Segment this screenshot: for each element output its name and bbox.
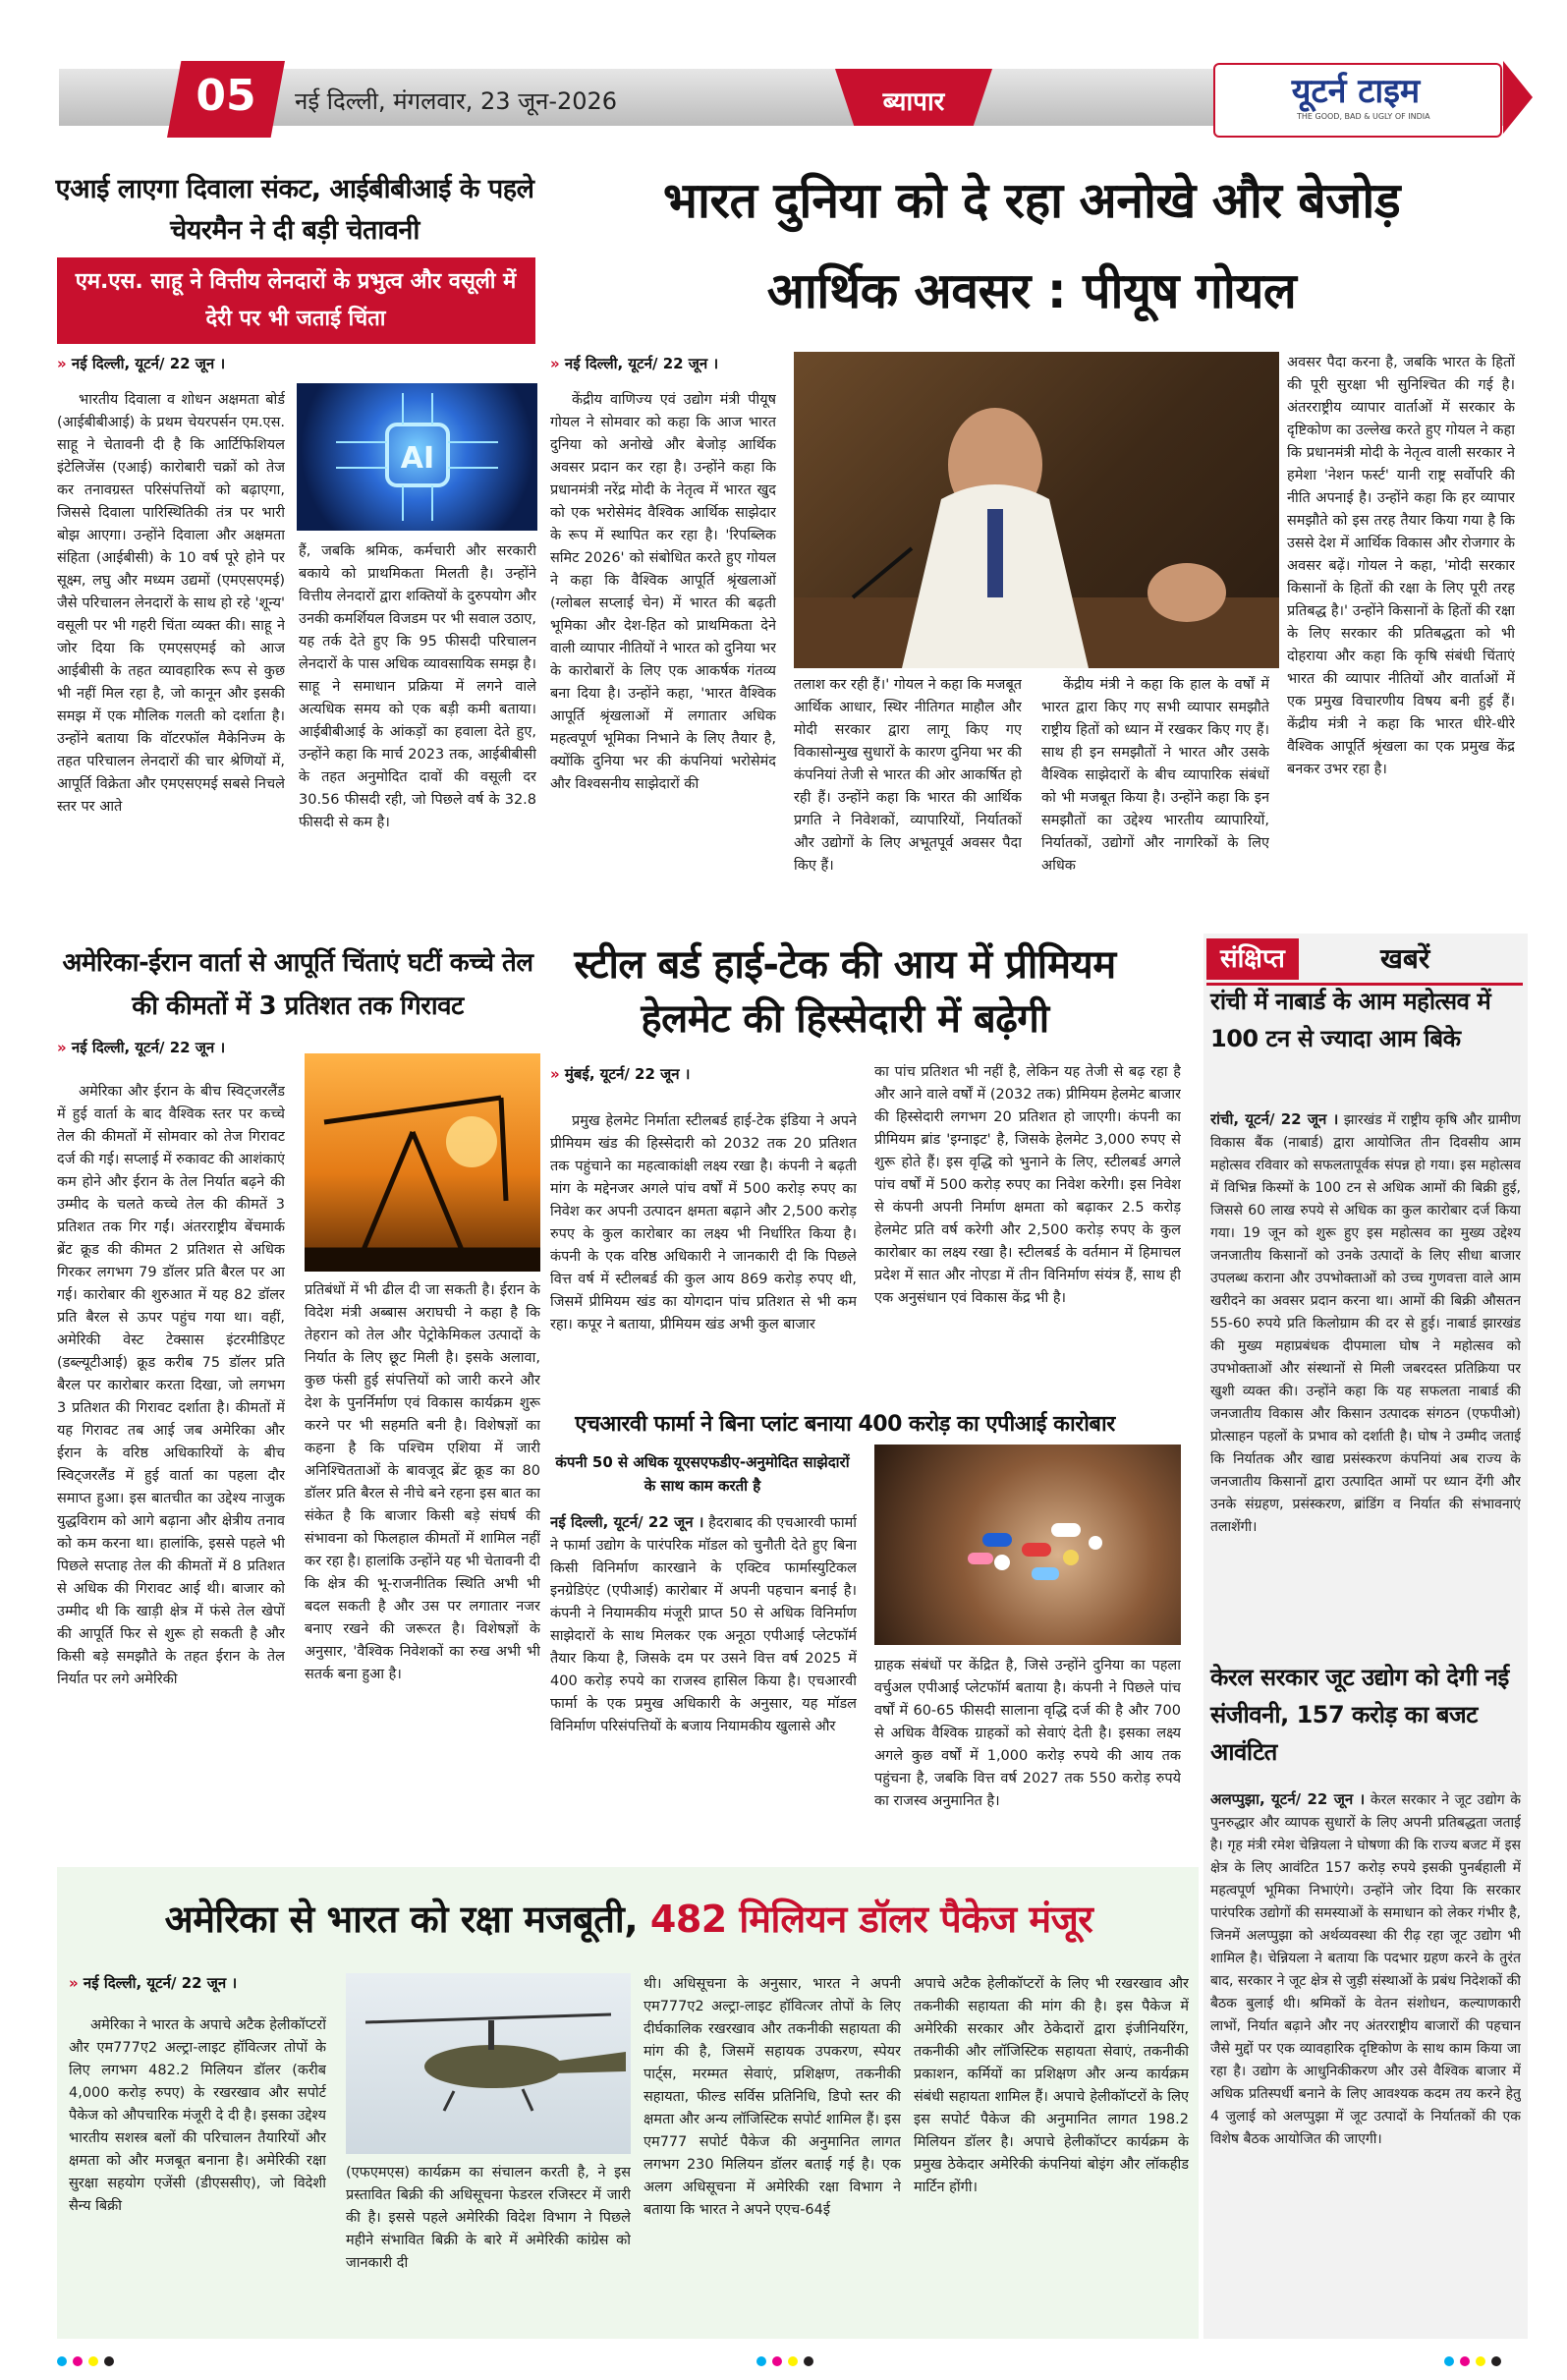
minister-photo bbox=[794, 352, 1279, 668]
registration-dot-icon bbox=[104, 2356, 114, 2366]
ai-subhead: एम.एस. साहू ने वित्तीय लेनदारों के प्रभुत्व और वसूली में देरी पर भी जताई चिंता bbox=[75, 269, 517, 331]
chevron-right-icon: » bbox=[57, 355, 72, 372]
header-arrow bbox=[1503, 61, 1533, 134]
defence-headline bbox=[59, 1892, 1199, 1947]
defence-col-2: (एफएमएस) कार्यक्रम का संचालन करती है, ने इस प्रस्तावित बिक्री की अधिसूचना फेडरल रजिस्टर में जारी की है। इससे पहले अमेरिकी विदेश विभाग ने पिछले महीने संभावित बिक्री के बारे में अमेरिकी कांग्रेस को जानकारी दी bbox=[346, 2165, 631, 2271]
oil-pump-graphic bbox=[305, 1053, 540, 1272]
registration-dot-icon bbox=[1491, 2356, 1501, 2366]
defence-headline-a: अमेरिका से भारत को रक्षा मजबूती, bbox=[164, 1898, 639, 1941]
goyal-dateline: » नई दिल्ली, यूटर्न/ 22 जून । bbox=[550, 355, 719, 372]
helmet-headline-1: स्टील बर्ड हाई-टेक की आय में प्रीमियम bbox=[574, 942, 1116, 988]
goyal-col-2: तलाश कर रही हैं।' गोयल ने कहा कि मजबूत आर्थिक आधार, स्थिर नीतिगत माहौल और मोदी सरकार द्वारा लागू किए गए विकासोन्मुख सुधारों के कारण दुनिया भर की कंपनियां तेजी से भारत की ओर आकर्षित हो रही हैं। उन्होंने कहा कि भारत की आर्थिक प्रगति ने निवेशकों, व्यापारियों, निर्यातकों और उद्योगों के लिए अभूतपूर्व अवसर पैदा किए हैं। bbox=[794, 677, 1022, 874]
chevron-right-icon: » bbox=[550, 1065, 565, 1083]
oil-headline: अमेरिका-ईरान वार्ता से आपूर्ति चिंताएं घटीं कच्चे तेल की कीमतों में 3 प्रतिशत तक गिरावट bbox=[62, 948, 533, 1021]
helmet-col-2: का पांच प्रतिशत भी नहीं है, लेकिन यह तेजी से बढ़ रहा है और आने वाले वर्षों में (2032 तक) प्रीमियम हेलमेट बाजार की हिस्सेदारी लगभग 20 प्रतिशत हो जाएगी। कंपनी का प्रीमियम ब्रांड 'इग्नाइट' है, जिसके हेलमेट 3,000 रुपए से शुरू होते हैं। इस वृद्धि को भुनाने के लिए, स्टीलबर्ड अगले पांच वर्षों में 500 करोड़ रुपए का निवेश करेगी। इस निवेश से कंपनी अपनी निर्माण क्षमता को बढ़ाकर 2.5 करोड़ हेलमेट प्रति वर्ष करेगी और 2,500 करोड़ रुपए के कुल कारोबार का लक्ष्य रखा है। स्टीलबर्ड के वर्तमान में हिमाचल प्रदेश में सात और नोएडा में तीन विनिर्माण संयंत्र हैं, साथ ही एक अनुसंधान एवं विकास केंद्र भी है। bbox=[874, 1064, 1181, 1306]
goyal-col-3: केंद्रीय मंत्री ने कहा कि हाल के वर्षों में भारत द्वारा किए गए सभी व्यापार समझौते राष्ट्रीय हितों को ध्यान में रखकर किए गए हैं। साथ ही इन समझौतों ने भारत और उसके वैश्विक साझेदारों के बीच व्यापारिक संबंधों को भी मजबूत किया है। उन्होंने कहा कि इन समझौतों का उद्देश्य भारतीय व्यापारियों, निर्यातकों, उद्योगों और नागरिकों के लिए अधिक bbox=[1041, 677, 1269, 874]
helicopter-graphic bbox=[346, 1973, 631, 2154]
oil-col-2: प्रतिबंधों में भी ढील दी जा सकती है। ईरान के विदेश मंत्री अब्बास अराघची ने कहा है कि तेहरान को तेल और पेट्रोकेमिकल उत्पादों के निर्यात के लिए छूट मिली है। इसके अलावा, कुछ फंसी हुई संपत्तियों को जारी करने और देश के पुनर्निर्माण एवं विकास कार्यक्रम शुरू करने पर भी सहमति बनी है। विशेषज्ञों का कहना है कि पश्चिम एशिया में जारी अनिश्चितताओं के बावजूद ब्रेंट क्रूड का 80 डॉलर प्रति बैरल से नीचे बने रहना इस बात का संकेत है कि बाजार किसी बड़े संघर्ष की संभावना को फिलहाल कीमतों में शामिल नहीं कर रहा है। हालांकि उन्होंने यह भी चेतावनी दी कि क्षेत्र की भू-राजनीतिक स्थिति अभी भी बदल सकती है और उस पर लगातार नजर बनाए रखने की जरूरत है। विशेषज्ञों के अनुसार, 'वैश्विक निवेशकों का रुख अभी भी सतर्क बना हुआ है। bbox=[305, 1282, 540, 1682]
registration-dot-icon bbox=[772, 2356, 782, 2366]
ai-dateline: » नई दिल्ली, यूटर्न/ 22 जून । bbox=[57, 355, 226, 372]
ai-chip-graphic bbox=[297, 383, 537, 531]
oil-pump-photo bbox=[305, 1053, 540, 1272]
defence-col-3: थी। अधिसूचना के अनुसार, भारत ने अपनी एम777ए2 अल्ट्रा-लाइट हॉवित्जर तोपों के लिए दीर्घकालिक रखरखाव और तकनीकी सहायता की मांग की है, जिसमें सहायक उपकरण, स्पेयर पार्ट्स, मरम्मत सेवाएं, प्रशिक्षण, तकनीकी सहायता, फील्ड सर्विस प्रतिनिधि, डिपो स्तर की क्षमता और अन्य लॉजिस्टिक सपोर्ट शामिल हैं। इस एम777 सपोर्ट पैकेज की अनुमानित लागत लगभग 230 मिलियन डॉलर बताई गई है। एक अलग अधिसूचना में अमेरिकी रक्षा विभाग ने बताया कि भारत ने अपने एएच-64ई bbox=[644, 1976, 901, 2218]
brand-tagline: THE GOOD, BAD & UGLY OF INDIA bbox=[1297, 112, 1430, 121]
ai-col-2: हैं, जबकि श्रमिक, कर्मचारी और सरकारी बकाये को प्राथमिकता मिलती है। उन्होंने वित्तीय लेनदारों द्वारा शक्तियों के दुरुपयोग और उनकी कमर्शियल विजडम पर भी सवाल उठाए, यह तर्क देते हुए कि 95 फीसदी परिचालन लेनदारों के पास अधिक व्यावसायिक समझ है। साहू ने समाधान प्रक्रिया में लगने वाले अत्यधिक समय को एक बड़ी कमी बताया। आईबीबीआई के आंकड़ों का हवाला देते हुए, उन्होंने कहा कि मार्च 2023 तक, आईबीबीसी के तहत अनुमोदित दावों की वसूली दर 30.56 फीसदी रही, जो पिछले वर्ष के 32.8 फीसदी से कम है। bbox=[299, 543, 536, 830]
brand-logo: यूटर्न टाइम bbox=[1291, 72, 1421, 111]
svg-text:AI: AI bbox=[400, 441, 435, 476]
defence-col-4: अपाचे अटैक हेलीकॉप्टरों के लिए भी रखरखाव और तकनीकी सहायता की मांग की है। इस पैकेज में अमेरिकी सरकार और ठेकेदारों द्वारा इंजीनियरिंग, तकनीकी और लॉजिस्टिक सहायता सेवाएं, तकनीकी प्रकाशन, कर्मियों का प्रशिक्षण और अन्य कार्यक्रम संबंधी सहायता शामिल हैं। अपाचे हेलीकॉप्टरों के लिए इस सपोर्ट पैकेज की अनुमानित लागत 198.2 मिलियन डॉलर है। अपाचे हेलीकॉप्टर कार्यक्रम के प्रमुख ठेकेदार अमेरिकी कंपनियां बोइंग और लॉकहीड मार्टिन होंगी। bbox=[914, 1976, 1189, 2195]
defence-headline-b: 482 मिलियन डॉलर पैकेज मंजूर bbox=[649, 1898, 1093, 1941]
helmet-col-1: प्रमुख हेलमेट निर्माता स्टीलबर्ड हाई-टेक इंडिया ने अपने प्रीमियम खंड की हिस्सेदारी को 2032 तक 20 प्रतिशत तक पहुंचाने का महत्वाकांक्षी लक्ष्य रखा है। कंपनी ने बढ़ती मांग के मद्देनजर अगले पांच वर्षों में 500 करोड़ रुपए का निवेश कर अपनी उत्पादन क्षमता बढ़ाने और 2,500 करोड़ रुपए के कुल कारोबार का लक्ष्य भी निर्धारित किया है। कंपनी के एक वरिष्ठ अधिकारी ने जानकारी दी कि पिछले वित्त वर्ष में स्टीलबर्ड की कुल आय 869 करोड़ रुपए थी, जिसमें प्रीमियम खंड का योगदान पांच प्रतिशत से भी कम रहा। कपूर ने बताया, प्रीमियम खंड अभी कुल बाजार bbox=[550, 1113, 857, 1332]
goyal-headline-2: आर्थिक अवसर : पीयूष गोयल bbox=[766, 262, 1297, 319]
helmet-headline-2: हेलमेट की हिस्सेदारी में बढ़ेगी bbox=[641, 996, 1049, 1042]
sidebar-label-b: खबरें bbox=[1380, 942, 1430, 975]
pharma-col-2: ग्राहक संबंधों पर केंद्रित है, जिसे उन्होंने दुनिया का पहला वर्चुअल एपीआई प्लेटफॉर्म बताया है। कंपनी ने पिछले पांच वर्षों में 60-65 फीसदी सालाना वृद्धि दर्ज की है और 700 से अधिक वैश्विक ग्राहकों को सेवाएं देती है। इसका लक्ष्य अगले कुछ वर्षों में 1,000 करोड़ रुपये की आय तक पहुंचना है, जबकि वित्त वर्ष 2027 तक 550 करोड़ रुपये का राजस्व अनुमानित है। bbox=[874, 1658, 1181, 1809]
ai-col-1: भारतीय दिवाला व शोधन अक्षमता बोर्ड (आईबीबीआई) के प्रथम चेयरपर्सन एम.एस. साहू ने चेतावनी दी है कि आर्टिफिशियल इंटेलिजेंस (एआई) कारोबारी चक्रों को तेज कर तनावग्रस्त परिसंपत्तियों को बढ़ाएगा, जिससे दिवाला पारिस्थितिकी तंत्र पर भारी बोझ आएगा। उन्होंने दिवाला और अक्षमता संहिता (आईबीसी) के 10 वर्ष पूरे होने पर सूक्ष्म, लघु और मध्यम उद्यमों (एमएसएमई) जैसे परिचालन लेनदारों के साथ हो रहे 'शून्य' वसूली पर भी गहरी चिंता व्यक्त की। साहू ने जोर दिया कि एमएसएमई को आज आईबीसी के तहत व्यावहारिक रूप से कुछ भी नहीं मिल रहा है, जो कानून और इसकी समझ में एक मौलिक गलती को दर्शाता है। उन्होंने बताया कि वॉटरफॉल मैकेनिज्म के तहत परिचालन लेनदारों की चार श्रेणियों में, आपूर्ति विक्रेता और एमएसएमई सबसे निचले स्तर पर आते bbox=[57, 392, 285, 815]
registration-dot-icon bbox=[788, 2356, 798, 2366]
sidebar-story1-headline: रांची में नाबार्ड के आम महोत्सव में 100 टन से ज्यादा आम बिके bbox=[1210, 988, 1491, 1052]
header-dateline: नई दिल्ली, मंगलवार, 23 जून-2026 bbox=[295, 87, 618, 115]
registration-dot-icon bbox=[756, 2356, 766, 2366]
sidebar-label-a: संक्षिप्त bbox=[1206, 938, 1299, 980]
sidebar-story2-headline: केरल सरकार जूट उद्योग को देगी नई संजीवनी, 157 करोड़ का बजट आवंटित bbox=[1210, 1664, 1509, 1766]
sidebar-story2-body: अलप्पुझा, यूटर्न/ 22 जून । केरल सरकार ने जूट उद्योग के पुनरुद्धार और व्यापक सुधारों के लिए अपनी प्रतिबद्धता जताई है। गृह मंत्री रमेश चेन्नियला ने घोषणा की कि राज्य बजट में इस क्षेत्र के लिए आवंटित 157 करोड़ रुपये इसकी पुनर्बहाली में महत्वपूर्ण भूमिका निभाएंगे। उन्होंने जोर दिया कि सरकार पारंपरिक उद्योगों की समस्याओं के समाधान को लेकर गंभीर है, जिनमें अलप्पुझा को अर्थव्यवस्था की रीढ़ रहा जूट उद्योग भी शामिल है। चेन्नियला ने बताया कि पदभार ग्रहण करने के तुरंत बाद, सरकार ने जूट क्षेत्र से जुड़ी संस्थाओं के प्रबंध निदेशकों की बैठक बुलाई थी। श्रमिकों के वेतन संशोधन, कल्याणकारी लाभों, निर्यात बढ़ाने और नए अंतरराष्ट्रीय बाजारों की पहचान जैसे मुद्दों पर एक व्यावहारिक दृष्टिकोण के साथ काम किया जा रहा है। उद्योग के आधुनिकीकरण और उसे वैश्विक बाजार में अधिक प्रतिस्पर्धी बनाने के लिए आवश्यक कदम तय करने हेतु 4 जुलाई को अलप्पुझा में जूट उत्पादों के निर्यातकों की एक विशेष बैठक आयोजित की जाएगी। bbox=[1210, 1790, 1521, 2147]
goyal-headline-1: भारत दुनिया को दे रहा अनोखे और बेजोड़ bbox=[662, 172, 1401, 229]
defence-dateline: » नई दिल्ली, यूटर्न/ 22 जून । bbox=[69, 1974, 238, 1992]
registration-dot-icon bbox=[57, 2356, 67, 2366]
pharma-headline: एचआरवी फार्मा ने बिना प्लांट बनाया 400 करोड़ का एपीआई कारोबार bbox=[575, 1412, 1115, 1437]
registration-dot-icon bbox=[73, 2356, 83, 2366]
defence-col-1: अमेरिका ने भारत के अपाचे अटैक हेलीकॉप्टरों और एम777ए2 अल्ट्रा-लाइट हॉवित्जर तोपों के लिए लगभग 482.2 मिलियन डॉलर (करीब 4,000 करोड़ रुपए) के रखरखाव और सपोर्ट पैकेज को औपचारिक मंजूरी दे दी है। इसका उद्देश्य भारतीय सशस्त्र बलों की परिचालन तैयारियों और क्षमता को और मजबूत बनाना है। अमेरिकी रक्षा सुरक्षा सहयोग एजेंसी (डीएससीए), जो विदेशी सैन्य बिक्री bbox=[69, 2017, 326, 2214]
registration-dots-mid bbox=[756, 2356, 813, 2366]
pharma-col-1: नई दिल्ली, यूटर्न/ 22 जून । हैदराबाद की एचआरवी फार्मा ने फार्मा उद्योग के पारंपरिक मॉडल को चुनौती देते हुए बिना किसी विनिर्माण कारखाने के एक्टिव फार्मास्युटिकल इनग्रेडिएंट (एपीआई) कारोबार में अपनी पहचान बनाई है। कंपनी ने नियामकीय मंजूरी प्राप्त 50 से अधिक विनिर्माण साझेदारों के साथ मिलकर एक अनूठा एपीआई प्लेटफॉर्म तैयार किया है, जिसके दम पर उसने वित्त वर्ष 2025 में 400 करोड़ रुपये का राजस्व हासिल किया है। एचआरवी फार्मा के एक प्रमुख अधिकारी के अनुसार, यह मॉडल विनिर्माण परिसंपत्तियों के बजाय नियामकीय खुलासे और bbox=[550, 1513, 857, 1734]
registration-dot-icon bbox=[1476, 2356, 1485, 2366]
registration-dot-icon bbox=[804, 2356, 813, 2366]
registration-dot-icon bbox=[1444, 2356, 1454, 2366]
goyal-col-1: केंद्रीय वाणिज्य एवं उद्योग मंत्री पीयूष गोयल ने सोमवार को कहा कि आज भारत दुनिया को अनोखे और बेजोड़ आर्थिक अवसर प्रदान कर रहा है। उन्होंने कहा कि प्रधानमंत्री नरेंद्र मोदी के नेतृत्व में भारत खुद को एक भरोसेमंद वैश्विक आर्थिक साझेदार के रूप में स्थापित कर रहा है। 'रिपब्लिक समिट 2026' को संबोधित करते हुए गोयल ने कहा कि वैश्विक आपूर्ति श्रृंखलाओं (ग्लोबल सप्लाई चेन) में भारत की बढ़ती भूमिका और देश-हित को प्राथमिकता देने वाली व्यापार नीतियों ने भारत को दुनिया भर के कारोबारों के लिए एक आकर्षक गंतव्य बना दिया है। उन्होंने कहा, 'भारत वैश्विक आपूर्ति श्रृंखलाओं में लगातार अधिक महत्वपूर्ण भूमिका निभाने के लिए तैयार है, क्योंकि दुनिया भर की कंपनियां भरोसेमंद और विश्वसनीय साझेदारों की bbox=[550, 392, 776, 792]
registration-dots-right bbox=[1444, 2356, 1501, 2366]
minister-graphic bbox=[794, 352, 1279, 668]
chevron-right-icon: » bbox=[57, 1039, 72, 1056]
section-label: ब्यापार bbox=[882, 87, 945, 117]
registration-dots-left bbox=[57, 2356, 114, 2366]
pharma-dateline: नई दिल्ली, यूटर्न/ 22 जून । bbox=[550, 1513, 704, 1531]
oil-dateline: » नई दिल्ली, यूटर्न/ 22 जून । bbox=[57, 1039, 226, 1056]
goyal-col-4: अवसर पैदा करना है, जबकि भारत के हितों की पूरी सुरक्षा भी सुनिश्चित की गई है। अंतरराष्ट्रीय व्यापार वार्ताओं में सरकार के दृष्टिकोण का उल्लेख करते हुए गोयल ने कहा कि प्रधानमंत्री मोदी के नेतृत्व वाली सरकार ने हमेशा 'नेशन फर्स्ट' यानी राष्ट्र सर्वोपरि की नीति अपनाई है। उन्होंने कहा कि हर व्यापार समझौते को इस तरह तैयार किया गया है कि उससे देश में आर्थिक विकास और रोजगार के अवसर बढ़ें। गोयल ने कहा, 'मोदी सरकार किसानों के हितों की रक्षा के लिए पूरी तरह प्रतिबद्ध है।' उन्होंने किसानों के हितों की रक्षा के लिए सरकार की प्रतिबद्धता को भी दोहराया और कहा कि कृषि संबंधी चिंताएं भारत की व्यापार नीतियों और वार्ताओं में एक प्रमुख विचारणीय विषय बनी हुई हैं। केंद्रीय मंत्री ने कहा कि भारत धीरे-धीरे वैश्विक आपूर्ति श्रृंखला का एक प्रमुख केंद्र बनकर उभर रहा है। bbox=[1287, 355, 1515, 777]
chevron-right-icon: » bbox=[550, 355, 565, 372]
ai-chip-photo bbox=[297, 383, 537, 531]
oil-col-1: अमेरिका और ईरान के बीच स्विट्जरलैंड में हुई वार्ता के बाद वैश्विक स्तर पर कच्चे तेल की कीमतों में सोमवार को तेज गिरावट दर्ज की गई। सप्लाई में रुकावट की आशंकाएं कम होने और ईरान के तेल निर्यात बढ़ने की उम्मीद के चलते कच्चे तेल की कीमतें 3 प्रतिशत तक गिर गईं। अंतरराष्ट्रीय बेंचमार्क ब्रेंट क्रूड की कीमत 2 प्रतिशत से अधिक गिरकर लगभग 79 डॉलर प्रति बैरल पर आ गई। कारोबार की शुरुआत में यह 82 डॉलर प्रति बैरल से ऊपर पहुंच गया था। वहीं, अमेरिकी वेस्ट टेक्सास इंटरमीडिएट (डब्ल्यूटीआई) क्रूड करीब 75 डॉलर प्रति बैरल पर कारोबार करता दिखा, जो लगभग 3 प्रतिशत की गिरावट दर्शाता है। कीमतों में यह गिरावट तब आई जब अमेरिका और ईरान के वरिष्ठ अधिकारियों के बीच स्विट्जरलैंड में हुई वार्ता का पहला दौर समाप्त हुआ। इस बातचीत का उद्देश्य नाजुक युद्धविराम को आगे बढ़ाना और क्षेत्रीय तनाव को कम करना था। हालांकि, इससे पहले भी पिछले सप्ताह तेल की कीमतों में 8 प्रतिशत से अधिक की गिरावट आई थी। बाजार को उम्मीद थी कि खाड़ी क्षेत्र में फंसे तेल खेपों की आपूर्ति फिर से शुरू हो सकती है और किसी बड़े समझौते के तहत ईरान के तेल निर्यात पर लगे अमेरिकी bbox=[57, 1084, 285, 1687]
pharma-subhead: कंपनी 50 से अधिक यूएसएफडीए-अनुमोदित साझेदारों के साथ काम करती है bbox=[555, 1453, 850, 1495]
helmet-dateline: » मुंबई, यूटर्न/ 22 जून । bbox=[550, 1065, 691, 1083]
sidebar-story1-dateline: रांची, यूटर्न/ 22 जून । bbox=[1210, 1110, 1339, 1128]
sidebar-story1-body: रांची, यूटर्न/ 22 जून । झारखंड में राष्ट्रीय कृषि और ग्रामीण विकास बैंक (नाबार्ड) द्वारा आयोजित तीन दिवसीय आम महोत्सव रविवार को सफलतापूर्वक संपन्न हो गया। इस महोत्सव में विभिन्न किस्मों के 100 टन से अधिक आमों की बिक्री हुई, जिससे 60 लाख रुपये से अधिक का कुल कारोबार दर्ज किया गया। 19 जून को शुरू हुए इस महोत्सव का मुख्य उद्देश्य जनजातीय किसानों को उनके उत्पादों के लिए सीधा बाजार उपलब्ध कराना और उपभोक्ताओं को उच्च गुणवत्ता वाले आम खरीदने का अवसर प्रदान करना था। आमों की बिक्री औसतन 55-60 रुपये प्रति किलोग्राम की दर से हुई। नाबार्ड झारखंड की मुख्य महाप्रबंधक दीपमाला घोष ने महोत्सव को उपभोक्ताओं और संस्थानों से मिली जबरदस्त प्रतिक्रिया पर खुशी व्यक्त की। उन्होंने कहा कि यह सफलता नाबार्ड की जनजातीय विकास और किसान उत्पादक संगठन (एफपीओ) प्रोत्साहन पहलों के प्रभाव को दर्शाती है। घोष ने उम्मीद जताई कि निर्यातक और खाद्य प्रसंस्करण कंपनियां अब राज्य के जनजातीय किसानों द्वारा उत्पादित आमों पर ध्यान देंगी और उनके संग्रहण, प्रसंस्करण, ब्रांडिंग व निर्यात की संभावनाएं तलाशेंगी। bbox=[1210, 1110, 1521, 1535]
pills-photo bbox=[874, 1445, 1181, 1645]
helicopter-photo bbox=[346, 1973, 631, 2154]
chevron-right-icon: » bbox=[69, 1974, 84, 1992]
sidebar-story2-dateline: अलप्पुझा, यूटर्न/ 22 जून । bbox=[1210, 1790, 1366, 1808]
ai-headline: एआई लाएगा दिवाला संकट, आईबीबीआई के पहले चेयरमैन ने दी बड़ी चेतावनी bbox=[55, 174, 534, 246]
pills-graphic bbox=[874, 1445, 1181, 1645]
registration-dot-icon bbox=[1460, 2356, 1470, 2366]
registration-dot-icon bbox=[88, 2356, 98, 2366]
page-number: 05 bbox=[196, 71, 256, 121]
